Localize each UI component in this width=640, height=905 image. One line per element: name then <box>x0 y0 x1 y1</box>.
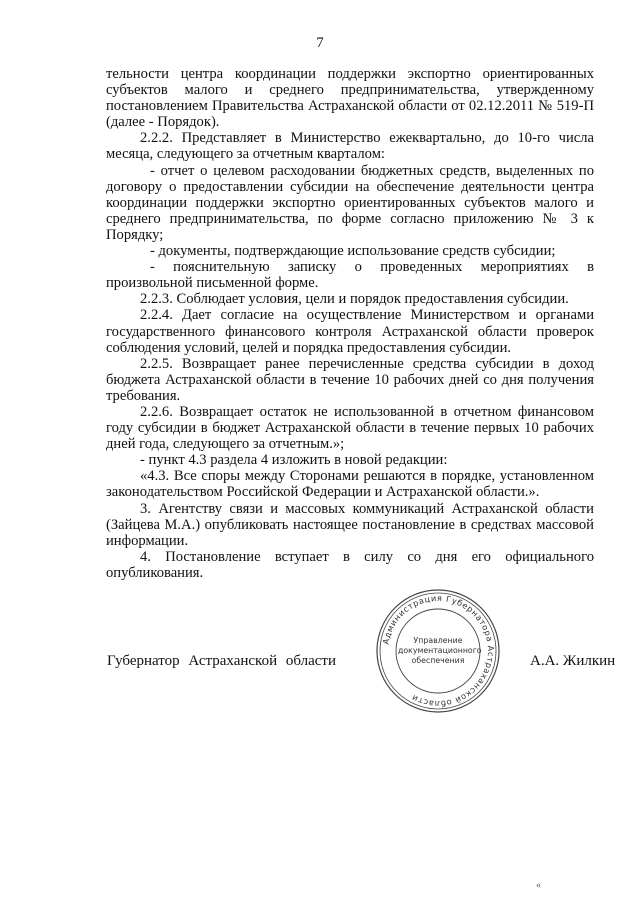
paragraph-clause-4-3-intro: - пункт 4.3 раздела 4 изложить в новой редакции: <box>140 452 448 469</box>
paragraph-2-2-2: 2.2.2. Представляет в Министерство ежеквартально, до 10-го числа месяца, следующего за отчетным кварталом: <box>106 130 594 163</box>
page-number: 7 <box>316 35 324 51</box>
list-item-report: - отчет о целевом расходовании бюджетных средств, выделенных по договору о предоставлении субсидии на обеспечение деятельности центра координации поддержки экспортно ориентированных субъектов малого и среднего предпринимательства, по форме согласно приложению № 3 к Порядку; <box>106 162 594 243</box>
signatory-name: А.А. Жилкин <box>530 653 616 669</box>
paragraph-3: 3. Агентству связи и массовых коммуникаций Астраханской области (Зайцева М.А.) опубликовать настоящее постановление в средствах массовой информации. <box>106 500 594 549</box>
paragraph-2-2-4: 2.2.4. Дает согласие на осуществление Министерством и органами государственного финансового контроля Астраханской области проверок соблюдения условий, целей и порядка предоставления субсидии. <box>106 307 594 356</box>
bottom-mark: « <box>536 880 541 891</box>
paragraph-2-2-5: 2.2.5. Возвращает ранее перечисленные средства субсидии в доход бюджета Астраханской области в течение 10 рабочих дней со дня получения требования. <box>106 355 594 404</box>
seal-center-text: Управление документационного обеспечения <box>398 636 482 665</box>
list-item-documents: - документы, подтверждающие использование средств субсидии; <box>150 243 556 260</box>
paragraph-continuation: тельности центра координации поддержки экспортно ориентированных субъектов малого и среднего предпринимательства, утвержденному постановлением Правительства Астраханской области от 02.12.2011 № 519-П (далее - Порядок). <box>106 66 594 131</box>
list-item-note: - пояснительную записку о проведенных мероприятиях в произвольной письменной форме. <box>106 259 594 292</box>
seal-ring-text: Администрация Губернатора Астраханской области <box>380 592 497 710</box>
paragraph-2-2-6: 2.2.6. Возвращает остаток не использованной в отчетном финансовом году субсидии в бюджет Астраханской области в течение первых 10 рабочих дней года, следующего за отчетным.»; <box>106 403 594 453</box>
paragraph-2-2-3: 2.2.3. Соблюдает условия, цели и порядок предоставления субсидии. <box>140 291 569 308</box>
paragraph-clause-4-3: «4.3. Все споры между Сторонами решаются в порядке, установленном законодательством Российской Федерации и Астраханской области.». <box>106 468 594 501</box>
paragraph-4: 4. Постановление вступает в силу со дня его официального опубликования. <box>106 548 594 581</box>
signatory-role: Губернатор Астраханской области <box>107 653 337 669</box>
document-body <box>106 66 594 581</box>
